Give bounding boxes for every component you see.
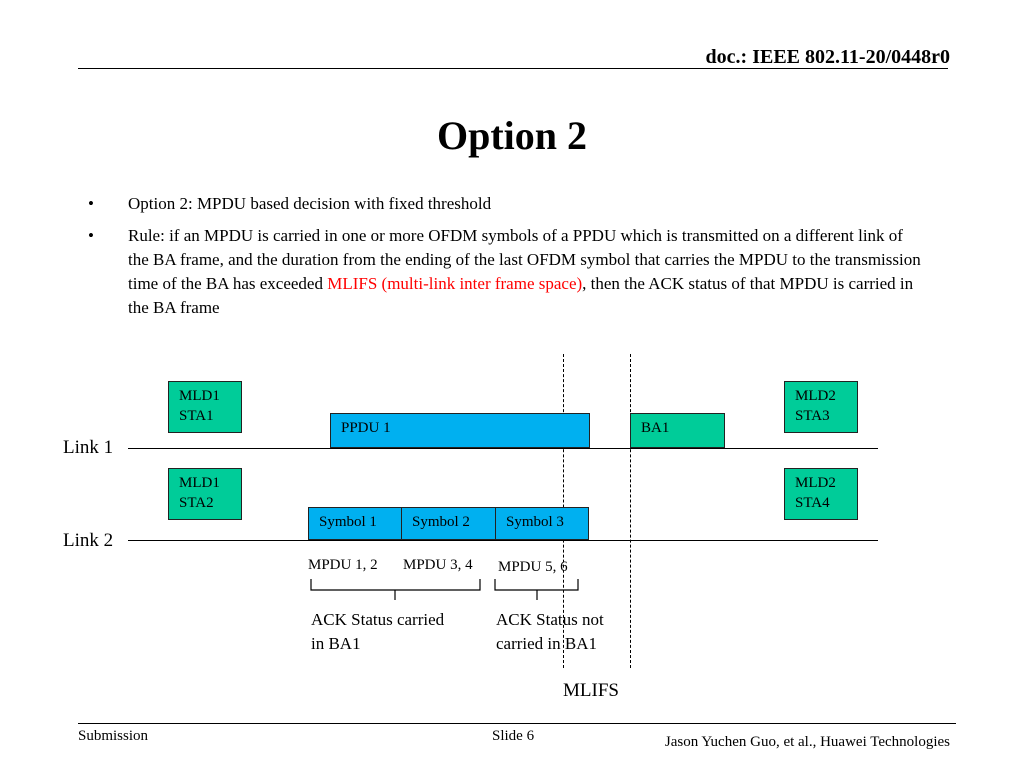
bullet-marker: • xyxy=(88,226,94,245)
slide-title: Option 2 xyxy=(436,113,588,158)
mld2-sta3-box: MLD2 STA3 xyxy=(784,381,858,433)
document-id: doc.: IEEE 802.11-20/0448r0 xyxy=(705,46,950,68)
footer-rule xyxy=(78,723,956,724)
ppdu1-frame: PPDU 1 xyxy=(330,413,590,448)
footer-slide-number: Slide 6 xyxy=(492,728,535,744)
bullet-text: Option 2: MPDU based decision with fixed threshold xyxy=(128,194,492,213)
mlifs-highlight: MLIFS (multi-link inter frame space) xyxy=(327,274,583,293)
mld2-sta4-box: MLD2 STA4 xyxy=(784,468,858,520)
brace-carried xyxy=(311,579,480,600)
ack-not-carried-note: ACK Status not carried in BA1 xyxy=(496,610,604,653)
mlifs-label: MLIFS xyxy=(563,680,619,701)
mpdu-label-3: MPDU 5, 6 xyxy=(498,559,568,575)
link2-label: Link 2 xyxy=(63,530,114,551)
mpdu-label-2: MPDU 3, 4 xyxy=(403,557,473,573)
ack-carried-note: ACK Status carried in BA1 xyxy=(311,610,445,653)
footer-author: Jason Yuchen Guo, et al., Huawei Technologies xyxy=(664,734,950,750)
symbol2-box: Symbol 2 xyxy=(401,507,496,540)
rule-text: Rule: if an MPDU is carried in one or more OFDM symbols of a PPDU which is transmitted on a different link of the BA frame, and the duration from the ending of the last OFDM symbol that carries the MPDU to the transmission time of the BA has exceeded xyxy=(128,226,921,293)
mpdu-label-1: MPDU 1, 2 xyxy=(308,557,378,573)
footer-submission: Submission xyxy=(78,728,149,744)
ba1-frame: BA1 xyxy=(630,413,725,448)
symbol1-box: Symbol 1 xyxy=(308,507,403,540)
bullet-marker: • xyxy=(88,194,94,213)
rule-text-end: , then the ACK status of that MPDU is carried in the BA frame xyxy=(128,274,914,317)
mld1-sta1-box: MLD1 STA1 xyxy=(168,381,242,433)
mld1-sta2-box: MLD1 STA2 xyxy=(168,468,242,520)
symbol3-box: Symbol 3 xyxy=(495,507,589,540)
brace-not-carried xyxy=(495,579,578,600)
link1-label: Link 1 xyxy=(63,437,114,458)
